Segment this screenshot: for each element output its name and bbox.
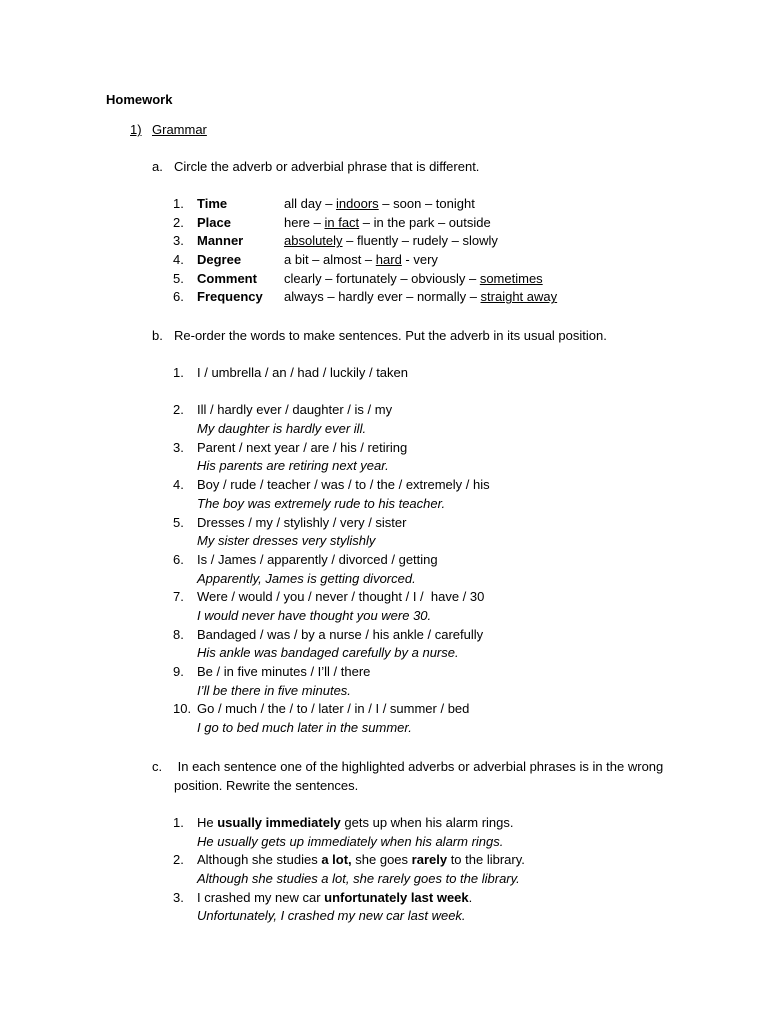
underlined-option: absolutely [284,233,343,249]
item-options [284,288,557,307]
list-item [173,626,733,645]
list-item [173,476,733,495]
item-sentence [197,851,525,870]
item-prompt: Ill / hardly ever / daughter / is / my [197,402,393,418]
list-item [173,588,733,607]
list-item [173,851,733,870]
sentence-text: to the library. [447,852,525,868]
item-answer: I go to bed much later in the summer. [197,720,412,736]
underlined-option: in fact [324,214,360,230]
instruction-line: position. Rewrite the sentences. [174,777,359,793]
item-answer: My daughter is hardly ever ill. [197,421,367,437]
item-prompt: Boy / rude / teacher / was / to / the / extremely / his [197,477,490,493]
item-number: 4. [173,252,184,268]
option-text: – fluently – rudely – slowly [342,233,498,249]
item-options [284,270,543,289]
item-answer: Unfortunately, I crashed my new car last week. [197,908,466,924]
option-text: – soon – tonight [378,196,475,211]
list-item [173,270,733,289]
item-answer: He usually gets up immediately when his alarm rings. [197,833,504,849]
item-number: 2. [173,852,184,868]
item-number: 9. [173,664,184,679]
list-item [173,232,733,251]
item-prompt: I / umbrella / an / had / luckily / taken [197,365,408,380]
sentence-text: gets up when his alarm rings. [340,815,514,830]
part-instruction: Re-order the words to make sentences. Put the adverb in its usual position. [174,328,607,343]
list-item [173,663,733,682]
item-number: 8. [173,626,184,642]
list-item [173,889,733,908]
item-prompt: Were / would / you / never / thought / I / have / 30 [197,589,485,605]
item-number: 10. [173,701,192,717]
part-a-list [173,195,733,307]
list-item [173,514,733,533]
list-item [173,401,733,420]
part-instruction: Circle the adverb or adverbial phrase that is different. [174,159,480,174]
item-options [284,214,491,233]
part-c-list [173,814,733,926]
list-item [173,214,733,233]
item-number: 6. [173,289,184,305]
item-answer: His ankle was bandaged carefully by a nurse. [197,645,459,661]
item-answer: My sister dresses very stylishly [197,533,376,549]
part-letter: c. [152,759,163,774]
item-number: 1. [173,365,184,380]
item-number: 3. [173,233,184,249]
item-answer: Apparently, James is getting divorced. [197,570,416,586]
item-number: 4. [173,477,184,493]
section-number: 1) [130,122,142,137]
item-prompt: Parent / next year / are / his / retiring [197,439,408,455]
option-text: – in the park – outside [359,214,491,230]
item-number: 5. [173,270,184,286]
item-category: Time [197,196,228,211]
list-item [173,439,733,458]
item-category: Manner [197,233,244,249]
list-item [173,251,733,270]
item-number: 1. [173,196,184,211]
sentence-text: I crashed my new car [197,889,325,905]
list-item [173,814,733,833]
highlighted-adverb: a lot, [321,852,352,868]
option-text: here – [284,214,325,230]
item-options [284,195,475,214]
item-number: 7. [173,589,184,605]
item-number: 3. [173,439,184,455]
item-category: Comment [197,270,257,286]
item-category: Frequency [197,289,263,305]
item-sentence [197,814,514,833]
item-answer: His parents are retiring next year. [197,458,389,474]
highlighted-adverb: rarely [411,852,448,868]
underlined-option: straight away [480,289,558,305]
part-instruction [174,758,674,795]
section-heading-grammar [130,121,207,140]
instruction-line: In each sentence one of the highlighted adverbs or adverbial phrases is in the wrong [174,759,664,774]
item-number: 5. [173,514,184,530]
list-item [173,195,733,214]
item-number: 2. [173,402,184,418]
section-label: Grammar [152,122,207,137]
item-prompt: Is / James / apparently / divorced / getting [197,551,438,567]
item-answer: Although she studies a lot, she rarely goes to the library. [197,871,520,887]
option-text: a bit – almost – [284,252,376,268]
item-category: Place [197,214,231,230]
item-number: 6. [173,551,184,567]
page-title: Homework [106,92,173,107]
highlighted-adverb: unfortunately last week [324,889,469,905]
option-text: always – hardly ever – normally – [284,289,481,305]
item-category: Degree [197,252,242,268]
list-item [173,700,733,719]
item-number: 3. [173,889,184,905]
sentence-text: He [197,815,218,830]
list-item [173,364,733,383]
part-letter: a. [152,159,163,174]
item-prompt: Bandaged / was / by a nurse / his ankle / carefully [197,626,484,642]
item-options [284,232,498,251]
item-answer: The boy was extremely rude to his teacher. [197,495,446,511]
sentence-text: . [468,889,473,905]
highlighted-adverb: usually immediately [217,815,341,830]
part-letter: b. [152,328,163,343]
option-text: clearly – fortunately – obviously – [284,270,480,286]
underlined-option: hard [375,252,402,268]
sentence-text: she goes [351,852,412,868]
sentence-text: Although she studies [197,852,322,868]
part-b-list [173,364,733,738]
underlined-option: sometimes [479,270,543,286]
item-sentence [197,889,472,908]
list-item [173,288,733,307]
item-prompt: Be / in five minutes / I’ll / there [197,664,371,679]
item-answer: I’ll be there in five minutes. [197,682,351,698]
item-options [284,251,438,270]
option-text: all day – [284,196,337,211]
item-answer: I would never have thought you were 30. [197,607,432,623]
item-number: 1. [173,815,184,830]
item-number: 2. [173,214,184,230]
item-prompt: Go / much / the / to / later / in / I / summer / bed [197,701,470,717]
option-text: - very [401,252,438,268]
underlined-option: indoors [336,196,379,211]
list-item [173,551,733,570]
item-prompt: Dresses / my / stylishly / very / sister [197,514,407,530]
